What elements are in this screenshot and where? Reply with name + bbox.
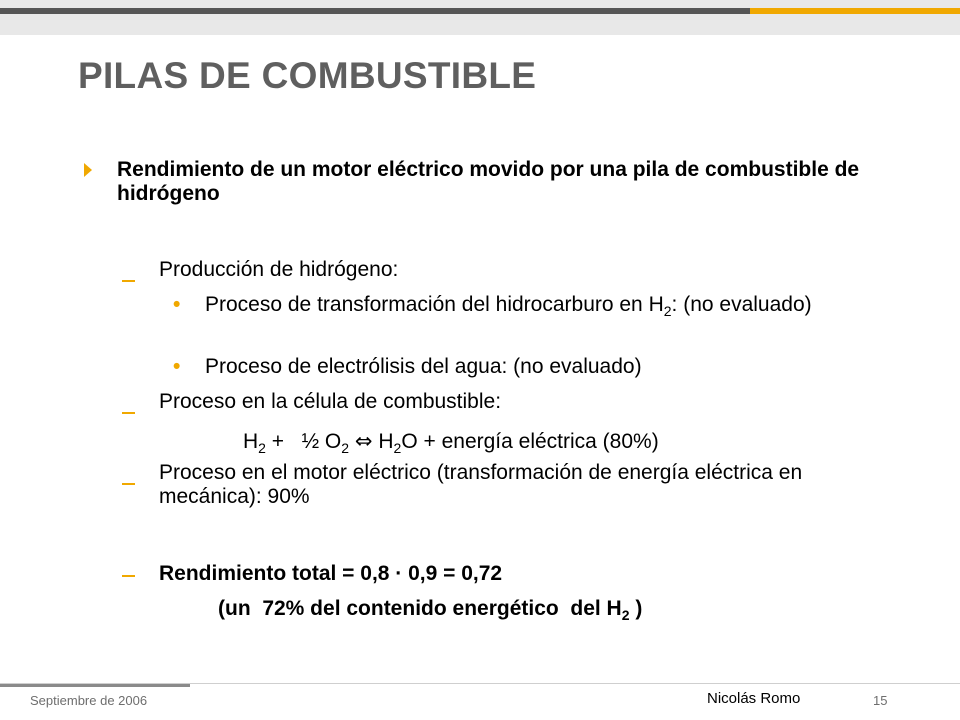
footer-date: Septiembre de 2006: [30, 693, 148, 708]
dot-bullet-icon: •: [173, 293, 181, 316]
cell-process-label: Proceso en la célula de combustible:: [159, 390, 502, 413]
arrow-bullet-icon: [84, 163, 92, 177]
header-band: [0, 0, 960, 35]
dash-bullet-icon: [122, 280, 135, 282]
reaction-equation: [243, 429, 659, 454]
total-note-suffix: ): [629, 597, 643, 620]
dash-bullet-icon: [122, 575, 135, 577]
main-point: Rendimiento de un motor eléctrico movido por una pila de combustible de hidrógeno: [117, 158, 860, 205]
production-item-hydrocarbon: [205, 293, 865, 317]
production-item-hydrocarbon-text: Proceso de transformación del hidrocarburo en H: [205, 293, 664, 316]
dash-bullet-icon: [122, 412, 135, 414]
total-note-sub: 2: [621, 607, 630, 623]
footer-author: Nicolás Romo: [707, 690, 801, 707]
eq-h2o-h: H: [372, 430, 394, 453]
double-arrow-icon: ⇔: [354, 429, 373, 453]
production-item-hydrocarbon-suffix: : (no evaluado): [671, 293, 812, 316]
page-number: 15: [873, 693, 888, 708]
dot-bullet-icon: •: [173, 355, 181, 378]
dash-bullet-icon: [122, 483, 135, 485]
header-dark-stripe: [0, 8, 750, 14]
total-efficiency-note: [218, 597, 642, 621]
footer-accent-bar: [0, 684, 190, 687]
total-efficiency: Rendimiento total = 0,8 · 0,9 = 0,72: [159, 562, 503, 585]
motor-process: Proceso en el motor eléctrico (transformación de energía eléctrica en mecánica): 90%: [159, 461, 803, 508]
eq-h-sub: 2: [258, 440, 266, 456]
eq-h: H: [243, 430, 259, 453]
header-accent-stripe: [750, 8, 960, 14]
production-item-electrolysis: Proceso de electrólisis del agua: (no evaluado): [205, 355, 642, 378]
production-label: Producción de hidrógeno:: [159, 258, 399, 281]
h2-subscript: 2: [663, 303, 672, 319]
total-note-text: (un 72% del contenido energético del H: [218, 597, 622, 620]
eq-h2o-sub: 2: [393, 440, 402, 456]
slide-title: PILAS DE COMBUSTIBLE: [78, 55, 537, 96]
eq-rest: O + energía eléctrica (80%): [401, 430, 659, 453]
eq-plus-o: + ½ O: [265, 430, 342, 453]
eq-o-sub: 2: [341, 440, 350, 456]
